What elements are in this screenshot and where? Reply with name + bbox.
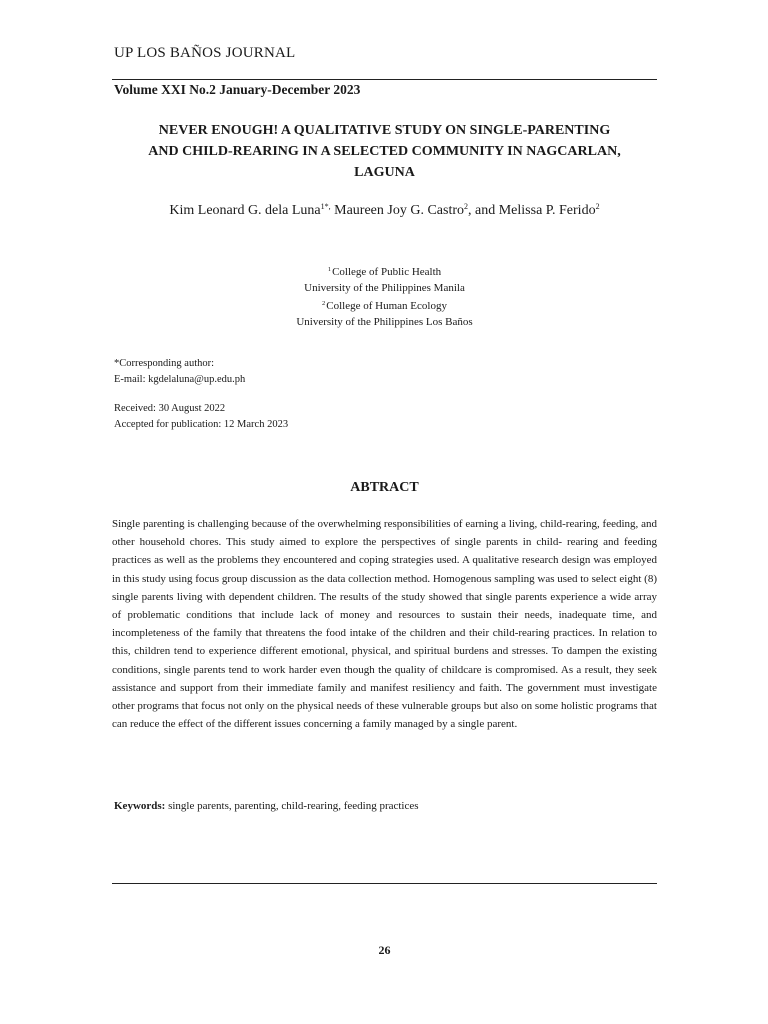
- affiliation-text: University of the Philippines Los Baños: [296, 316, 473, 328]
- affiliation-line: [112, 314, 657, 330]
- article-page: [112, 0, 657, 1024]
- volume-info: Volume XXI No.2 January-December 2023: [114, 82, 361, 97]
- author-list: [112, 202, 657, 219]
- header-rule: [112, 79, 657, 80]
- keywords-text: single parents, parenting, child-rearing, feeding practices: [165, 800, 419, 812]
- abstract-text: [112, 515, 657, 733]
- corresponding-label: *Corresponding author:: [114, 358, 215, 369]
- keywords: [114, 800, 419, 812]
- author-affiliation-mark: 2: [595, 202, 600, 211]
- abstract-line: conditions, single parents tend to work harder even though the quality of childcare is compromised. As a: [112, 663, 582, 676]
- author-affiliation-mark: 2: [464, 202, 469, 211]
- affiliation-mark: 1: [327, 266, 332, 273]
- publication-dates: [114, 401, 288, 433]
- affiliation-mark: 2: [322, 300, 326, 307]
- affiliations: [112, 262, 657, 330]
- author-name: Melissa P. Ferido: [498, 203, 596, 218]
- corresponding-author: [114, 356, 245, 388]
- affiliation-text: University of the Philippines Manila: [304, 282, 465, 294]
- abstract-line: groups but also on some holistic programs that can reduce the effect of the different issues concerning a family: [112, 700, 657, 731]
- abstract-line: The results of the study showed that single parents experience a wide array of problematic conditions that: [112, 590, 657, 622]
- abstract-line: to experience different emotional, physical, and spiritual burdens and stresses. To dampen the existing: [196, 645, 658, 658]
- received-date: Received: 30 August 2022: [114, 403, 226, 414]
- abstract-line: rearing and feeding practices as well as the problems they encountered and coping strategies used. A: [112, 536, 657, 567]
- accepted-date: Accepted for publication: 12 March 2023: [114, 419, 289, 430]
- affiliation-line: [112, 262, 657, 280]
- footer-rule: [112, 883, 657, 884]
- abstract-line: qualitative research design was employed in this study using focus group discussion as the data collection: [112, 554, 657, 585]
- article-title: [112, 120, 657, 183]
- author-affiliation-mark: 1*,: [320, 202, 331, 211]
- abstract-heading: ABTRACT: [350, 480, 419, 495]
- affiliation-line: [112, 280, 657, 296]
- abstract-line: that threatens the food intake of the children and their child-rearing practices. In relation to this, children tend: [112, 627, 657, 658]
- abstract-line: managed by a single parent.: [394, 718, 518, 731]
- abstract-line: include lack of money and resources to sustain their needs, inadequate time, and incompleteness of the family: [112, 609, 658, 640]
- author-name: Maureen Joy G. Castro: [334, 203, 465, 218]
- author-email: E-mail: kgdelaluna@up.edu.ph: [114, 374, 246, 385]
- title-line: AND CHILD-REARING IN A SELECTED COMMUNITY IN NAGCARLAN,: [148, 144, 621, 159]
- affiliation-line: [112, 296, 657, 314]
- page-number: 26: [378, 943, 391, 957]
- title-line: NEVER ENOUGH! A QUALITATIVE STUDY ON SINGLE-PARENTING: [158, 123, 611, 138]
- abstract-line: method. Homogenous sampling was used to select eight (8) single parents living with dependent children.: [112, 572, 657, 603]
- abstract-line: Single parenting is challenging because of the overwhelming responsibilities of earning a living, child-rearing,: [112, 518, 600, 530]
- abstract-line: feeding, and other household chores. This study aimed to explore the perspectives of single parents in child-: [112, 518, 657, 549]
- abstract-line: government must investigate other programs that focus not only on the physical needs of these vulnerable: [112, 681, 657, 713]
- author-name: Kim Leonard G. dela Luna: [169, 203, 321, 218]
- keywords-label: Keywords:: [114, 800, 166, 812]
- author-separator: , and: [468, 203, 499, 218]
- affiliation-text: College of Human Ecology: [326, 300, 447, 312]
- affiliation-text: College of Public Health: [332, 266, 442, 278]
- abstract-line: result, they seek assistance and support from their immediate family and manifest resiliency and faith. The: [112, 663, 658, 694]
- title-line: LAGUNA: [354, 165, 415, 180]
- journal-name: UP LOS BAÑOS JOURNAL: [114, 45, 296, 61]
